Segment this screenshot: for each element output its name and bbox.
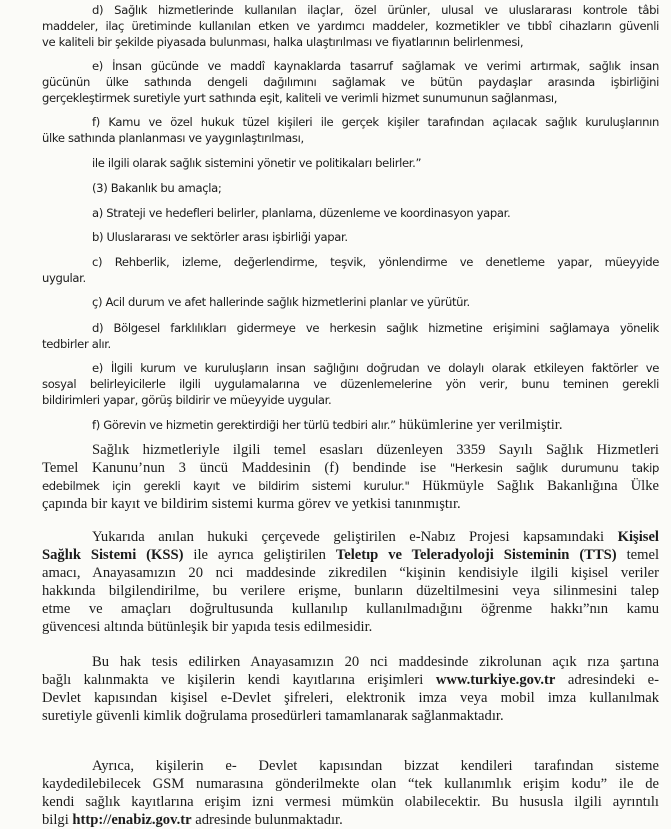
- text-segment: gerçekleştirmek suretiyle yurt sathında eşit, kaliteli ve verimli hizmet sunumunun sağlanması,: [42, 91, 558, 105]
- text-segment: c) Rehberlik, izleme, değerlendirme, teşvik, yönlendirme ve denetleme yapar, müeyyide: [92, 255, 659, 269]
- text-segment: maddeler, ilaç üretiminde kullanılan etken ve yardımcı maddeler, kozmetikler ve tıbbî cihazların güvenli: [42, 19, 659, 33]
- text-line: [42, 18, 659, 34]
- text-segment: f) Görevin ve hizmetin gerektirdiği her türlü tedbiri alır.”: [92, 418, 400, 432]
- text-segment: bilgi: [42, 812, 73, 828]
- text-segment: Sağlık hizmetleriyle ilgili temel esasları düzenleyen 3359 Sayılı Sağlık Hizmetleri: [92, 442, 659, 458]
- text-segment: güvencesi altında bütünleşik bir yapıda tesis edilmesidir.: [42, 619, 373, 635]
- text-segment: ile ayrıca geliştirilen: [183, 547, 336, 563]
- text-line: [92, 528, 659, 545]
- text-segment: gücünün ülke sathında dengeli dağılımını sağlamak ve bütün paydaşlar arasında işbirliğini: [42, 75, 659, 89]
- text-line: [42, 392, 659, 408]
- text-segment: Bu hak tesis edilirken Anayasamızın 20 nci maddesinde zikrolunan açık rıza şartına: [92, 654, 659, 670]
- text-line: [42, 811, 659, 828]
- text-line: [42, 793, 659, 810]
- text-line: [42, 689, 659, 706]
- text-line: [92, 294, 659, 310]
- text-segment: d) Bölgesel farklılıkları gidermeye ve herkesin sağlık hizmetine erişimini sağlamaya yönelik: [92, 321, 659, 335]
- text-line: [42, 130, 659, 146]
- text-segment: hükümlerine yer verilmiştir.: [399, 417, 563, 433]
- text-segment: bildirimleri yapar, görüş bildirir ve müeyyide uygular.: [42, 393, 332, 407]
- text-line: [42, 90, 659, 106]
- text-line: [92, 155, 659, 171]
- text-line: [42, 477, 659, 494]
- text-segment: amacı, Anayasamızın 20 nci maddesinde zikredilen “kişinin kendisiyle ilgili kişisel veriler: [42, 565, 659, 581]
- text-segment: suretiyle güvenli kimlik doğrulama prosedürleri tamamlanarak sağlanmaktadır.: [42, 708, 504, 724]
- text-segment: adresindeki e-: [555, 672, 659, 688]
- text-line: [42, 459, 659, 476]
- text-line: [42, 376, 659, 392]
- text-line: [92, 229, 659, 245]
- text-line: [42, 74, 659, 90]
- text-segment: d) Sağlık hizmetlerinde kullanılan ilaçlar, özel ürünler, ulusal ve uluslararası kontrole tâbi: [92, 3, 659, 17]
- text-segment: Yukarıda anılan hukuki çerçevede geliştirilen e-Nabız Projesi kapsamındaki: [92, 529, 618, 545]
- text-line: [42, 336, 659, 352]
- text-line: [92, 180, 659, 196]
- text-line: [92, 2, 659, 18]
- text-line: [92, 360, 659, 376]
- text-line: [42, 34, 659, 50]
- text-line: [42, 618, 659, 635]
- bold-term: Kişisel: [617, 529, 659, 545]
- text-line: [42, 564, 659, 581]
- text-segment: ülke sathında planlanması ve yaygınlaştırılması,: [42, 131, 304, 145]
- text-line: [42, 495, 659, 512]
- text-line: [92, 757, 659, 774]
- text-segment: e) İnsan gücünde ve maddî kaynaklarda tasarruf sağlamak ve verimi artırmak, sağlık insan: [92, 59, 659, 73]
- text-line: [92, 114, 659, 130]
- text-segment: e) İlgili kurum ve kuruluşların insan sağlığını doğrudan ve dolaylı olarak etkileyen faktörler ve: [92, 361, 659, 375]
- text-line: [42, 600, 659, 617]
- text-line: [42, 546, 659, 563]
- text-segment: Ayrıca, kişilerin e- Devlet kapısından bizzat kendileri tarafından sisteme: [92, 758, 659, 774]
- text-line: [92, 653, 659, 670]
- text-line: [92, 320, 659, 336]
- web-address: http://enabiz.gov.tr: [72, 812, 192, 828]
- text-segment: Hükmüyle Sağlık Bakanlığına Ülke: [422, 478, 659, 494]
- text-segment: tedbirler alır.: [42, 337, 111, 351]
- text-segment: "Herkesin sağlık durumunu takip: [449, 461, 659, 475]
- web-address: www.turkiye.gov.tr: [435, 672, 556, 688]
- text-segment: temel: [616, 547, 659, 563]
- text-segment: ile ilgili olarak sağlık sistemini yönetir ve politikaları belirler.”: [92, 156, 422, 170]
- text-line: [42, 582, 659, 599]
- text-segment: b) Uluslararası ve sektörler arası işbirliği yapar.: [92, 230, 348, 244]
- bold-term: Teletıp ve Teleradyoloji Sisteminin (TTS): [335, 547, 617, 563]
- text-segment: adresinde bulunmaktadır.: [191, 812, 343, 828]
- text-segment: a) Strateji ve hedefleri belirler, planlama, düzenleme ve koordinasyon yapar.: [92, 206, 511, 220]
- text-segment: Devlet kapısından kişisel e-Devlet şifreleri, elektronik imza veya mobil imza kullanılmak: [42, 690, 659, 706]
- text-line: [42, 270, 659, 286]
- text-segment: etme ve amaçları doğrultusunda kullanılıp kullanılmadığını öğrenme hakkı”nın kamu: [42, 601, 659, 617]
- text-line: [92, 416, 659, 433]
- bold-term: Sağlık Sistemi (KSS): [42, 547, 184, 563]
- text-segment: uygular.: [42, 271, 86, 285]
- text-segment: (3) Bakanlık bu amaçla;: [92, 181, 222, 195]
- text-segment: kendi sağlık kayıtlarına erişim izni vermesi mümkün olabilecektir. Bu hususla ilgili ayrıntılı: [42, 794, 659, 810]
- text-segment: ve kaliteli bir şekilde piyasada bulunması, halka ulaştırılması ve fiyatlarının belirlenmesi,: [42, 35, 524, 49]
- text-segment: çapında bir kayıt ve bildirim sistemi kurma görev ve yetkisi tanınmıştır.: [42, 496, 461, 512]
- text-segment: ç) Acil durum ve afet hallerinde sağlık hizmetlerini planlar ve yürütür.: [92, 295, 470, 309]
- text-line: [42, 775, 659, 792]
- text-segment: hakkında bilgilendirilme, bu verilere erişme, bunların düzeltilmesini veya silinmesini talep: [42, 583, 659, 599]
- text-line: [92, 58, 659, 74]
- text-segment: edebilmek için gerekli kayıt ve bildirim sistemi kurulur.": [42, 479, 423, 493]
- text-line: [92, 441, 659, 458]
- text-line: [42, 671, 659, 688]
- text-segment: kaydedilebilecek GSM numarasına gönderilmekte olan “tek kullanımlık erişim kodu” ile de: [42, 776, 659, 792]
- text-segment: sosyal belirleyicilerle ilgili uygulamalarına ve düzenlemelerine yön verir, bunu teminen gerekli: [42, 377, 659, 391]
- text-line: [92, 254, 659, 270]
- text-line: [92, 205, 659, 221]
- text-line: [42, 707, 659, 724]
- text-segment: f) Kamu ve özel hukuk tüzel kişileri ile gerçek kişiler tarafından açılacak sağlık kuruluşlarının: [92, 115, 659, 129]
- text-segment: Temel Kanunu’nun 3 üncü Maddesinin (f) bendinde ise: [42, 460, 450, 476]
- text-segment: bağlı kalınmakta ve kişilerin kendi kayıtlarına erişimleri: [42, 672, 436, 688]
